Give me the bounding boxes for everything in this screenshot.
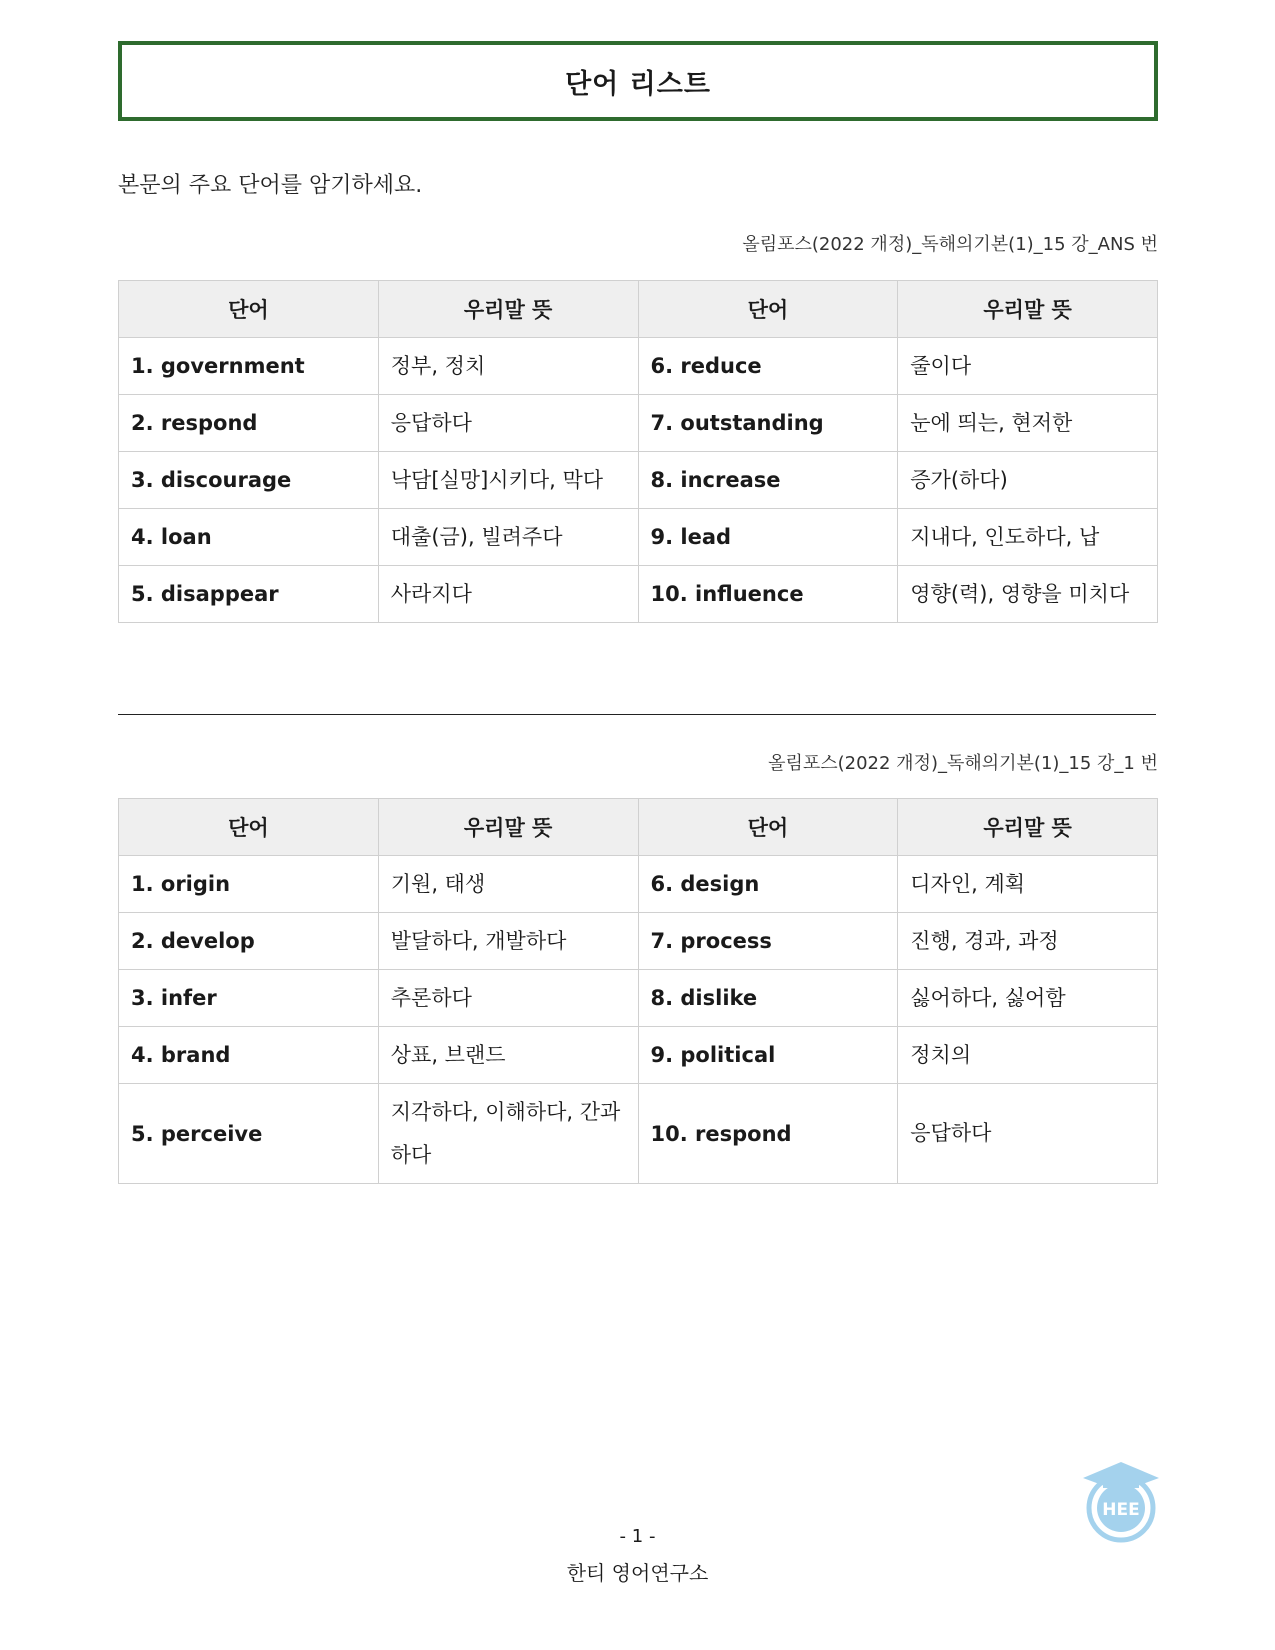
word-cell: 8. dislike xyxy=(638,970,898,1027)
meaning-cell: 지각하다, 이해하다, 간과하다 xyxy=(378,1084,638,1184)
page-title: 단어 리스트 xyxy=(565,68,711,100)
table-row xyxy=(119,566,1158,623)
header-meaning: 우리말 뜻 xyxy=(898,799,1158,856)
meaning-cell: 영향(력), 영향을 미치다 xyxy=(898,566,1158,623)
word-cell: 9. political xyxy=(638,1027,898,1084)
page-number: - 1 - xyxy=(619,1526,656,1547)
section-divider xyxy=(118,714,1156,715)
footer-organization: 한티 영어연구소 xyxy=(566,1561,709,1585)
table-row xyxy=(119,1084,1158,1184)
word-cell: 1. government xyxy=(119,338,379,395)
word-cell: 3. infer xyxy=(119,970,379,1027)
word-cell: 6. design xyxy=(638,856,898,913)
meaning-cell: 정치의 xyxy=(898,1027,1158,1084)
logo-text: HEE xyxy=(1102,1500,1140,1520)
word-cell: 6. reduce xyxy=(638,338,898,395)
meaning-cell: 사라지다 xyxy=(378,566,638,623)
vocab-table xyxy=(118,280,1158,623)
title-box xyxy=(118,41,1158,121)
word-cell: 7. outstanding xyxy=(638,395,898,452)
meaning-cell: 응답하다 xyxy=(898,1084,1158,1184)
meaning-cell: 응답하다 xyxy=(378,395,638,452)
header-word: 단어 xyxy=(119,799,379,856)
vocab-table xyxy=(118,798,1158,1184)
header-word: 단어 xyxy=(119,281,379,338)
word-cell: 3. discourage xyxy=(119,452,379,509)
table-row xyxy=(119,452,1158,509)
meaning-cell: 대출(금), 빌려주다 xyxy=(378,509,638,566)
table-header-row xyxy=(119,799,1158,856)
word-cell: 5. perceive xyxy=(119,1084,379,1184)
source-label: 올림포스(2022 개정)_독해의기본(1)_15 강_1 번 xyxy=(768,753,1158,774)
meaning-cell: 눈에 띄는, 현저한 xyxy=(898,395,1158,452)
table-row xyxy=(119,338,1158,395)
header-word: 단어 xyxy=(638,799,898,856)
word-cell: 8. increase xyxy=(638,452,898,509)
meaning-cell: 정부, 정치 xyxy=(378,338,638,395)
word-cell: 1. origin xyxy=(119,856,379,913)
meaning-cell: 추론하다 xyxy=(378,970,638,1027)
word-cell: 4. loan xyxy=(119,509,379,566)
word-cell: 9. lead xyxy=(638,509,898,566)
table-header-row xyxy=(119,281,1158,338)
table-row xyxy=(119,509,1158,566)
meaning-cell: 진행, 경과, 과정 xyxy=(898,913,1158,970)
word-cell: 5. disappear xyxy=(119,566,379,623)
meaning-cell: 상표, 브랜드 xyxy=(378,1027,638,1084)
header-meaning: 우리말 뜻 xyxy=(378,281,638,338)
table-row xyxy=(119,970,1158,1027)
word-cell: 7. process xyxy=(638,913,898,970)
word-cell: 10. respond xyxy=(638,1084,898,1184)
table-row xyxy=(119,1027,1158,1084)
word-cell: 2. respond xyxy=(119,395,379,452)
table-row xyxy=(119,395,1158,452)
source-label: 올림포스(2022 개정)_독해의기본(1)_15 강_ANS 번 xyxy=(742,234,1158,255)
table-row xyxy=(119,913,1158,970)
instruction-text: 본문의 주요 단어를 암기하세요. xyxy=(118,173,423,198)
meaning-cell: 기원, 태생 xyxy=(378,856,638,913)
word-cell: 2. develop xyxy=(119,913,379,970)
meaning-cell: 지내다, 인도하다, 납 xyxy=(898,509,1158,566)
meaning-cell: 증가(하다) xyxy=(898,452,1158,509)
table-row xyxy=(119,856,1158,913)
header-word: 단어 xyxy=(638,281,898,338)
meaning-cell: 낙담[실망]시키다, 막다 xyxy=(378,452,638,509)
word-cell: 10. influence xyxy=(638,566,898,623)
meaning-cell: 디자인, 계획 xyxy=(898,856,1158,913)
meaning-cell: 싫어하다, 싫어함 xyxy=(898,970,1158,1027)
header-meaning: 우리말 뜻 xyxy=(378,799,638,856)
header-meaning: 우리말 뜻 xyxy=(898,281,1158,338)
meaning-cell: 줄이다 xyxy=(898,338,1158,395)
meaning-cell: 발달하다, 개발하다 xyxy=(378,913,638,970)
word-cell: 4. brand xyxy=(119,1027,379,1084)
